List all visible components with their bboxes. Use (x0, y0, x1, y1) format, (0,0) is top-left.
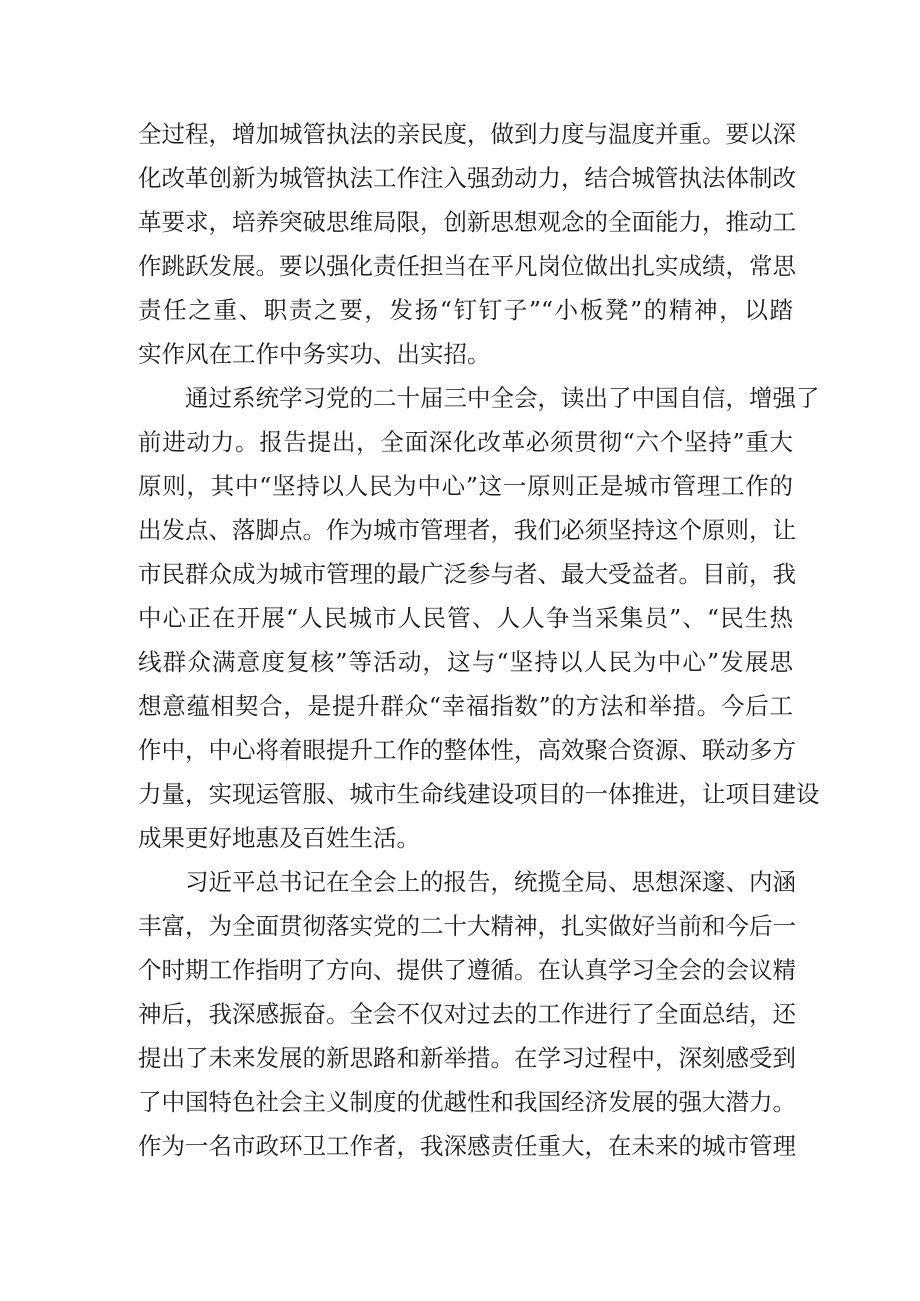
paragraph-3-line-3: 个时期工作指明了方向、提供了遵循。在认真学习全会的会议精 (138, 956, 796, 984)
paragraph-2-line-7: 线群众满意度复核”等活动，这与“坚持以人民为中心”发展思 (138, 648, 793, 676)
paragraph-1-line-1: 全过程，增加城管执法的亲民度，做到力度与温度并重。要以深 (138, 120, 796, 148)
paragraph-1-line-4: 作跳跃发展。要以强化责任担当在平凡岗位做出扎实成绩，常思 (138, 252, 796, 280)
paragraph-2-line-10: 力量，实现运管服、城市生命线建设项目的一体推进，让项目建设 (138, 780, 820, 808)
paragraph-2-line-2: 前进动力。报告提出，全面深化改革必须贯彻“六个坚持”重大 (138, 428, 793, 456)
paragraph-2-line-1: 通过系统学习党的二十届三中全会，读出了中国自信，增强了 (185, 384, 820, 412)
body-text (138, 112, 820, 1168)
paragraph-2-line-6: 中心正在开展“人民城市人民管、人人争当采集员”、“民生热 (138, 604, 793, 632)
paragraph-2-line-3: 原则，其中“坚持以人民为中心”这一原则正是城市管理工作的 (138, 472, 793, 500)
paragraph-1-line-3: 革要求，培养突破思维局限，创新思想观念的全面能力，推动工 (138, 208, 796, 236)
paragraph-2-line-4: 出发点、落脚点。作为城市管理者，我们必须坚持这个原则，让 (138, 516, 796, 544)
paragraph-2-line-11: 成果更好地惠及百姓生活。 (138, 824, 420, 852)
paragraph-2-line-9: 作中，中心将着眼提升工作的整体性，高效聚合资源、联动多方 (138, 736, 796, 764)
paragraph-2-line-5: 市民群众成为城市管理的最广泛参与者、最大受益者。目前，我 (138, 560, 796, 588)
paragraph-1-line-6: 实作风在工作中务实功、出实招。 (138, 340, 491, 368)
paragraph-3-line-2: 丰富，为全面贯彻落实党的二十大精神，扎实做好当前和今后一 (138, 912, 796, 940)
paragraph-3-line-4: 神后，我深感振奋。全会不仅对过去的工作进行了全面总结，还 (138, 1000, 796, 1028)
paragraph-3-line-5: 提出了未来发展的新思路和新举措。在学习过程中，深刻感受到 (138, 1044, 796, 1072)
paragraph-3-line-7: 作为一名市政环卫工作者，我深感责任重大，在未来的城市管理 (138, 1132, 796, 1160)
paragraph-3-line-6: 了中国特色社会主义制度的优越性和我国经济发展的强大潜力。 (138, 1088, 796, 1116)
paragraph-2-line-8: 想意蕴相契合，是提升群众“幸福指数”的方法和举措。今后工 (138, 692, 793, 720)
paragraph-3-line-1: 习近平总书记在全会上的报告，统揽全局、思想深邃、内涵 (185, 868, 796, 896)
paragraph-1-line-5: 责任之重、职责之要，发扬“钉钉子”“小板凳”的精神，以踏 (138, 296, 793, 324)
paragraph-1-line-2: 化改革创新为城管执法工作注入强劲动力，结合城管执法体制改 (138, 164, 796, 192)
